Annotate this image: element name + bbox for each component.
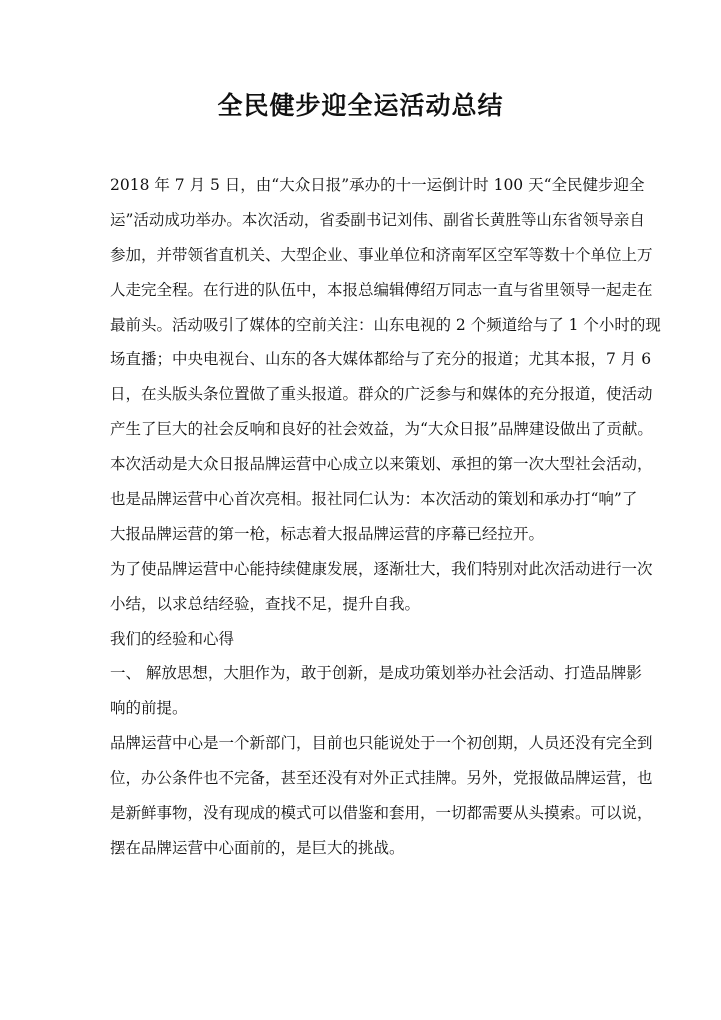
text-line: 品牌运营中心是一个新部门，目前也只能说处于一个初创期，人员还没有完全到 <box>110 734 653 753</box>
text-line: 2018 年 7 月 5 日，由“大众日报”承办的十一运倒计时 100 天“全民健步迎全 <box>110 176 645 194</box>
text-line: 小结，以求总结经验，查找不足，提升自我。 <box>110 594 421 613</box>
text-line: 是新鲜事物，没有现成的模式可以借鉴和套用，一切都需要从头摸索。可以说， <box>110 804 653 823</box>
text-line: 参加，并带领省直机关、大型企业、事业单位和济南军区空军等数十个单位上万 <box>110 245 653 264</box>
document-body <box>110 168 661 866</box>
text-line: 摆在品牌运营中心面前的，是巨大的挑战。 <box>110 838 405 857</box>
text-line: 为了使品牌运营中心能持续健康发展，逐渐壮大，我们特别对此次活动进行一次 <box>110 559 653 578</box>
text-line: 一、 解放思想，大胆作为，敢于创新，是成功策划举办社会活动、打造品牌影 <box>110 664 642 683</box>
section-heading: 我们的经验和心得 <box>110 629 235 648</box>
text-line: 本次活动是大众日报品牌运营中心成立以来策划、承担的第一次大型社会活动， <box>110 455 653 474</box>
text-line: 人走完全程。在行进的队伍中，本报总编辑傅绍万同志一直与省里领导一起走在 <box>110 280 653 299</box>
text-line: 产生了巨大的社会反响和良好的社会效益，为“大众日报”品牌建设做出了贡献。 <box>110 420 653 439</box>
text-line: 日，在头版头条位置做了重头报道。群众的广泛参与和媒体的充分报道，使活动 <box>110 385 653 404</box>
text-line: 响的前提。 <box>110 699 188 718</box>
text-line: 运”活动成功举办。本次活动，省委副书记刘伟、副省长黄胜等山东省领导亲自 <box>110 210 645 229</box>
text-line: 大报品牌运营的第一枪，标志着大报品牌运营的序幕已经拉开。 <box>110 524 545 543</box>
text-line: 位，办公条件也不完备，甚至还没有对外正式挂牌。另外，党报做品牌运营，也 <box>110 769 653 788</box>
text-line: 最前头。活动吸引了媒体的空前关注：山东电视的 2 个频道给与了 1 个小时的现 <box>110 315 661 334</box>
text-line: 也是品牌运营中心首次亮相。报社同仁认为：本次活动的策划和承办打“响”了 <box>110 490 638 509</box>
document-title: 全民健步迎全运活动总结 <box>217 91 504 120</box>
text-line: 场直播；中央电视台、山东的各大媒体都给与了充分的报道；尤其本报，7 月 6 <box>110 350 652 369</box>
